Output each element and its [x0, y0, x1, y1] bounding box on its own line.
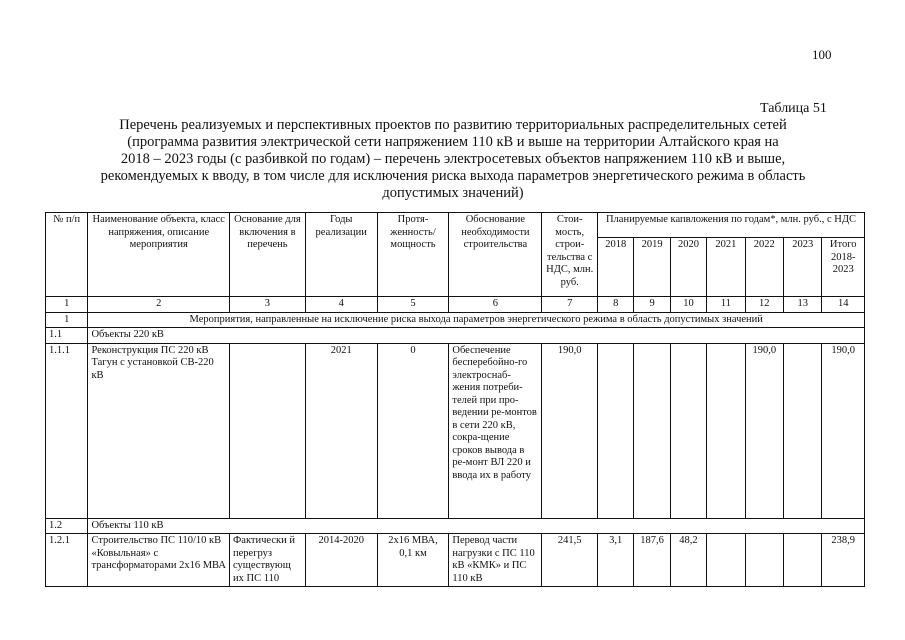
column-number: 13	[783, 297, 821, 313]
header-year-2020: 2020	[670, 238, 706, 297]
group-num: 1.2	[46, 518, 88, 534]
column-number: 6	[449, 297, 542, 313]
header-planned: Планируемые капвложения по годам*, млн. руб., с НДС	[598, 213, 865, 238]
row-years: 2014-2020	[305, 534, 377, 587]
header-year-2022: 2022	[745, 238, 783, 297]
row-cost: 190,0	[542, 343, 598, 518]
title-line: (программа развития электрической сети напряжением 110 кВ и выше на территории Алтайского края на	[127, 134, 779, 150]
column-number: 4	[305, 297, 377, 313]
group-row	[46, 328, 865, 344]
column-number: 10	[670, 297, 706, 313]
row-value-2018	[598, 343, 634, 518]
section-num: 1	[46, 312, 88, 328]
row-name: Строительство ПС 110/10 кВ «Ковыльная» с трансформаторами 2х16 МВА	[88, 534, 230, 587]
row-value-2019: 187,6	[634, 534, 670, 587]
column-number: 14	[822, 297, 865, 313]
column-number: 9	[634, 297, 670, 313]
header-year-2021: 2021	[707, 238, 745, 297]
header-justification: Обоснование необходимости строительства	[449, 213, 542, 297]
title-line: рекомендуемых к вводу, в том числе для исключения риска выхода параметров энергетического режима в область	[100, 168, 806, 184]
row-num: 1.2.1	[46, 534, 88, 587]
row-length: 2х16 МВА, 0,1 км	[377, 534, 449, 587]
header-year-2019: 2019	[634, 238, 670, 297]
title-line: 2018 – 2023 годы (с разбивкой по годам) – перечень электросетевых объектов напряжением 110 кВ и выше,	[120, 151, 786, 167]
table-label: Таблица 51	[760, 101, 827, 116]
column-number: 12	[745, 297, 783, 313]
group-title: Объекты 220 кВ	[88, 328, 865, 344]
column-number: 7	[542, 297, 598, 313]
table-row	[46, 534, 865, 587]
header-year-2018: 2018	[598, 238, 634, 297]
column-number: 1	[46, 297, 88, 313]
header-num: № п/п	[46, 213, 88, 297]
row-years: 2021	[305, 343, 377, 518]
column-number-row	[46, 297, 865, 313]
table-row	[46, 343, 865, 518]
header-years: Годы реализации	[305, 213, 377, 297]
header-total: Итого 2018-2023	[822, 238, 865, 297]
row-value-2023	[783, 343, 821, 518]
row-basis	[230, 343, 306, 518]
row-length: 0	[377, 343, 449, 518]
row-justification: Перевод части нагрузки с ПС 110 кВ «КМК» и ПС 110 кВ	[449, 534, 542, 587]
row-value-2020	[670, 343, 706, 518]
header-year-2023: 2023	[783, 238, 821, 297]
row-basis: Фактически й перегруз существующ их ПС 110	[230, 534, 306, 587]
section-row	[46, 312, 865, 328]
row-justification: Обеспечение бесперебойно-го электроснаб-жения потреби-телей при про-ведении ре-монтов в сети 220 кВ, сокра-щение сроков вывода в ре-монт ВЛ 220 и ввода их в работу	[449, 343, 542, 518]
row-value-2018: 3,1	[598, 534, 634, 587]
column-number: 5	[377, 297, 449, 313]
row-name: Реконструкция ПС 220 кВ Тагун с установкой СВ-220 кВ	[88, 343, 230, 518]
header-name: Наименование объекта, класс напряжения, описание мероприятия	[88, 213, 230, 297]
row-value-2022	[745, 534, 783, 587]
header-basis: Основание для включения в перечень	[230, 213, 306, 297]
header-cost: Стои-мость, строи-тельства с НДС, млн. руб.	[542, 213, 598, 297]
group-row	[46, 518, 865, 534]
column-number: 2	[88, 297, 230, 313]
row-value-2019	[634, 343, 670, 518]
section-title: Мероприятия, направленные на исключение риска выхода параметров энергетического режима в область допустимых значений	[88, 312, 865, 328]
row-value-2022: 190,0	[745, 343, 783, 518]
group-num: 1.1	[46, 328, 88, 344]
row-value-2021	[707, 534, 745, 587]
column-number: 8	[598, 297, 634, 313]
column-number: 11	[707, 297, 745, 313]
header-length: Протя-женность/ мощность	[377, 213, 449, 297]
title-line: Перечень реализуемых и перспективных проектов по развитию территориальных распределительных сетей	[119, 117, 787, 133]
table-title	[58, 117, 848, 202]
row-value-2021	[707, 343, 745, 518]
header-row	[46, 213, 865, 238]
title-line: допустимых значений)	[382, 185, 524, 201]
projects-table	[45, 212, 865, 587]
page-number: 100	[812, 47, 832, 62]
row-total: 238,9	[822, 534, 865, 587]
row-value-2023	[783, 534, 821, 587]
row-value-2020: 48,2	[670, 534, 706, 587]
group-title: Объекты 110 кВ	[88, 518, 865, 534]
row-cost: 241,5	[542, 534, 598, 587]
column-number: 3	[230, 297, 306, 313]
row-num: 1.1.1	[46, 343, 88, 518]
row-total: 190,0	[822, 343, 865, 518]
